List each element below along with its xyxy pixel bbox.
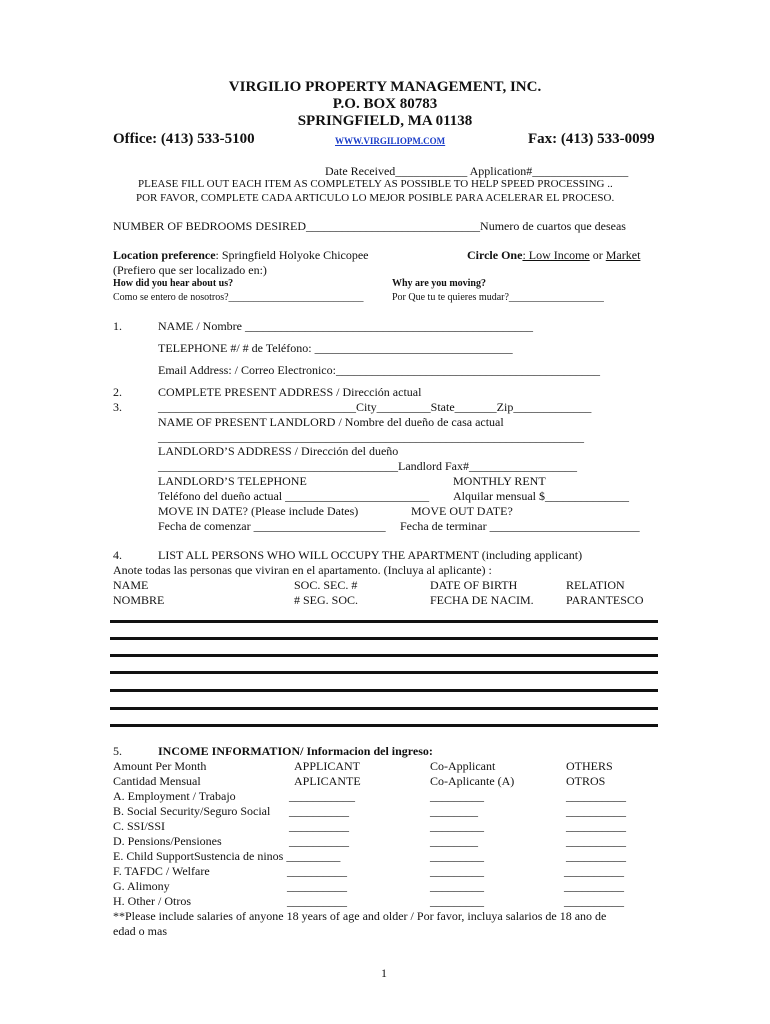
occupant-line-2[interactable] <box>110 637 658 640</box>
instructions-es: POR FAVOR, COMPLETE CADA ARTICULO LO MEJOR POSIBLE PARA ACELERAR EL PROCESO. <box>136 192 615 204</box>
why-moving-label: Why are you moving? <box>392 278 486 289</box>
income-coapplicant-field[interactable]: ________ <box>430 804 478 818</box>
col-name: NAME <box>113 578 149 592</box>
col-nombre: NOMBRE <box>113 593 165 607</box>
income-coapplicant-field[interactable]: _________ <box>430 894 484 908</box>
income-type <box>467 249 640 261</box>
income-coapplicant-field[interactable]: ________ <box>430 834 478 848</box>
income-coapplicant-field[interactable]: _________ <box>430 789 484 803</box>
fax-number: Fax: (413) 533-0099 <box>528 131 655 147</box>
income-coapplicant-field[interactable]: _________ <box>430 879 484 893</box>
move-out-field[interactable]: Fecha de terminar _________________________ <box>400 519 640 533</box>
income-col-applicant: APPLICANT <box>294 759 361 773</box>
income-others-field[interactable]: __________ <box>566 849 626 863</box>
move-in-label: MOVE IN DATE? (Please include Dates) <box>158 504 359 518</box>
income-row-label: C. SSI/SSI <box>113 819 166 833</box>
website-link[interactable]: WWW.VIRGILIOPM.COM <box>335 136 446 146</box>
income-applicant-field[interactable]: __________ <box>287 864 347 878</box>
circle-one-label: Circle One <box>467 248 523 262</box>
telephone-field[interactable]: TELEPHONE #/ # de Teléfono: _________________________________ <box>158 341 513 355</box>
col-fecha-nacim: FECHA DE NACIM. <box>430 593 534 607</box>
income-col-amount: Amount Per Month <box>113 759 207 773</box>
income-others-field[interactable]: __________ <box>566 789 626 803</box>
occupant-line-5[interactable] <box>110 689 658 692</box>
market-option[interactable]: Market <box>605 248 641 262</box>
location-options: : Springfield Holyoke Chicopee <box>215 248 369 262</box>
section-4-number: 4. <box>113 548 122 562</box>
landlord-telephone-label: LANDLORD’S TELEPHONE <box>158 474 307 488</box>
income-col-aplicante: APLICANTE <box>294 774 361 788</box>
income-others-field[interactable]: __________ <box>564 864 624 878</box>
income-col-coaplicante: Co-Aplicante (A) <box>430 774 515 788</box>
income-others-field[interactable]: __________ <box>566 834 626 848</box>
location-label: Location preference <box>113 248 216 262</box>
income-coapplicant-field[interactable]: _________ <box>430 849 484 863</box>
occupants-title-es: Anote todas las personas que viviran en el apartamento. (Incluya al aplicante) : <box>113 563 492 577</box>
income-coapplicant-field[interactable]: _________ <box>430 864 484 878</box>
income-row-label: A. Employment / Trabajo <box>113 789 236 803</box>
occupants-title: LIST ALL PERSONS WHO WILL OCCUPY THE APARTMENT (including applicant) <box>158 548 583 562</box>
name-field[interactable]: NAME / Nombre ________________________________________________ <box>158 319 533 333</box>
page-number: 1 <box>381 966 387 980</box>
col-dob: DATE OF BIRTH <box>430 578 518 592</box>
income-row-label: F. TAFDC / Welfare <box>113 864 210 878</box>
location-preference-es: (Prefiero que ser localizado en:) <box>113 263 267 277</box>
col-relation: RELATION <box>566 578 625 592</box>
address-line-field[interactable]: _________________________________City_________State_______Zip_____________ <box>158 400 592 414</box>
occupant-line-1[interactable] <box>110 620 658 623</box>
section-1-number: 1. <box>113 319 122 333</box>
income-col-coapplicant: Co-Applicant <box>430 759 496 773</box>
landlord-address-field[interactable]: ________________________________________Landlord Fax#__________________ <box>158 459 577 473</box>
income-others-field[interactable]: __________ <box>564 879 624 893</box>
monthly-rent-field[interactable]: Alquilar mensual $______________ <box>453 489 629 503</box>
hear-about-es: Como se entero de nosotros?___________________________ <box>113 292 364 303</box>
move-out-label: MOVE OUT DATE? <box>411 504 513 518</box>
income-row-label: B. Social Security/Seguro Social <box>113 804 271 818</box>
income-note-continued: edad o mas <box>113 924 167 938</box>
income-col-cantidad: Cantidad Mensual <box>113 774 201 788</box>
col-parantesco: PARANTESCO <box>566 593 644 607</box>
income-applicant-field[interactable]: __________ <box>289 819 349 833</box>
col-ssn: SOC. SEC. # <box>294 578 358 592</box>
occupant-line-7[interactable] <box>110 724 658 727</box>
city-address: SPRINGFIELD, MA 01138 <box>297 113 473 129</box>
monthly-rent-label: MONTHLY RENT <box>453 474 546 488</box>
date-application-line: Date Received____________ Application#________________ <box>325 164 629 178</box>
instructions-en: PLEASE FILL OUT EACH ITEM AS COMPLETELY AS POSSIBLE TO HELP SPEED PROCESSING .. <box>138 178 613 190</box>
move-in-field[interactable]: Fecha de comenzar ______________________ <box>158 519 386 533</box>
occupant-line-4[interactable] <box>110 671 658 674</box>
income-title: INCOME INFORMATION/ Informacion del ingreso: <box>158 744 433 758</box>
income-row-label: G. Alimony <box>113 879 170 893</box>
income-col-others: OTHERS <box>566 759 613 773</box>
income-applicant-field[interactable]: __________ <box>287 879 347 893</box>
income-coapplicant-field[interactable]: _________ <box>430 819 484 833</box>
income-row-label: D. Pensions/Pensiones <box>113 834 222 848</box>
low-income-option[interactable]: : Low Income <box>522 248 590 262</box>
income-applicant-field[interactable]: __________ <box>289 834 349 848</box>
office-phone: Office: (413) 533-5100 <box>113 131 255 147</box>
section-3-number: 3. <box>113 400 122 414</box>
hear-about-label: How did you hear about us? <box>113 278 234 289</box>
income-note: **Please include salaries of anyone 18 years of age and older / Por favor, incluya salarios de 18 ano de <box>113 909 607 923</box>
present-address-label: COMPLETE PRESENT ADDRESS / Dirección actual <box>158 385 422 399</box>
why-moving-es: Por Que tu te quieres mudar?___________________ <box>392 292 604 303</box>
income-row-label: H. Other / Otros <box>113 894 191 908</box>
income-row-label: E. Child SupportSustencia de ninos _________ <box>113 849 341 863</box>
income-applicant-field[interactable]: ___________ <box>289 789 355 803</box>
income-applicant-field[interactable]: __________ <box>289 804 349 818</box>
landlord-address-label: LANDLORD’S ADDRESS / Dirección del dueño <box>158 444 399 458</box>
section-5-number: 5. <box>113 744 122 758</box>
income-others-field[interactable]: __________ <box>566 804 626 818</box>
company-name: VIRGILIO PROPERTY MANAGEMENT, INC. <box>228 79 542 95</box>
email-field[interactable]: Email Address: / Correo Electronico:____________________________________________ <box>158 363 600 377</box>
po-box: P.O. BOX 80783 <box>332 96 438 112</box>
section-2-number: 2. <box>113 385 122 399</box>
occupant-line-3[interactable] <box>110 654 658 657</box>
or-text: or <box>589 248 606 262</box>
landlord-name-label: NAME OF PRESENT LANDLORD / Nombre del dueño de casa actual <box>158 415 504 429</box>
bedrooms-desired: NUMBER OF BEDROOMS DESIRED_____________________________Numero de cuartos que deseas <box>113 219 626 233</box>
income-others-field[interactable]: __________ <box>566 819 626 833</box>
income-others-field[interactable]: __________ <box>564 894 624 908</box>
col-seg-soc: # SEG. SOC. <box>294 593 359 607</box>
location-preference <box>113 249 369 261</box>
occupant-line-6[interactable] <box>110 707 658 710</box>
landlord-telephone-field[interactable]: Teléfono del dueño actual ________________________ <box>158 489 430 503</box>
income-applicant-field[interactable]: __________ <box>287 894 347 908</box>
income-col-otros: OTROS <box>566 774 606 788</box>
landlord-name-field[interactable]: _______________________________________________________________________ <box>158 430 584 444</box>
